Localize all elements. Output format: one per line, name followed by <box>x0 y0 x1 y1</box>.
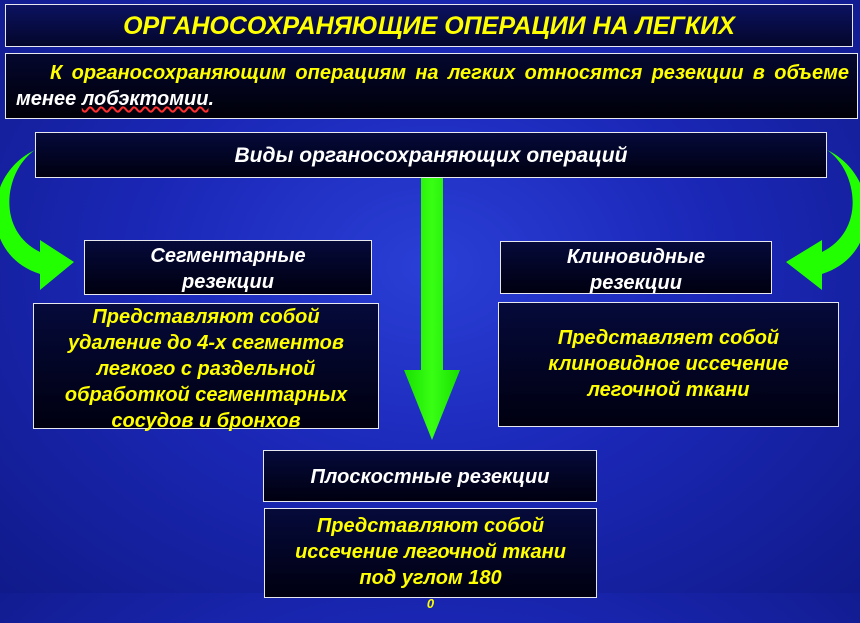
intro-part2: менее <box>16 88 82 110</box>
wedge-head-line: Клиновидные <box>566 246 706 268</box>
segmental-desc-line: удаление до 4-х сегментов <box>68 332 344 354</box>
segmental-resection-head <box>84 240 372 295</box>
degree-superscript: 0 <box>426 596 435 611</box>
planar-desc-line <box>265 565 596 623</box>
segmental-desc-line: Представляют собой <box>92 306 320 328</box>
wedge-resection-description <box>498 302 839 427</box>
wedge-desc-line: Представляет собой <box>557 327 780 349</box>
planar-resection-head: Плоскостные резекции <box>263 450 597 502</box>
intro-part4: . <box>208 88 215 110</box>
segmental-head-line: Сегментарные <box>150 245 306 267</box>
wedge-desc-line: клиновидное иссечение <box>548 353 789 375</box>
planar-resection-description <box>264 508 597 611</box>
segmental-desc-line: обработкой сегментарных <box>64 384 348 406</box>
planar-desc-line: Представляют собой <box>316 515 545 537</box>
wedge-head-line: резекции <box>590 272 682 294</box>
page-title: ОРГАНОСОХРАНЯЮЩИЕ ОПЕРАЦИИ НА ЛЕГКИХ <box>5 4 853 47</box>
types-header: Виды органосохраняющих операций <box>35 132 827 178</box>
segmental-head-line: резекции <box>182 271 274 293</box>
intro-part1: К органосохраняющим операциям на легких относятся резекции в объеме <box>50 62 849 84</box>
planar-desc-line: иссечение легочной ткани <box>295 541 566 563</box>
segmental-resection-description <box>33 303 379 432</box>
intro-lobectomy: лобэктомии <box>81 88 209 110</box>
wedge-desc-line: легочной ткани <box>587 379 750 401</box>
intro-text <box>5 53 858 119</box>
wedge-resection-head <box>500 241 772 294</box>
segmental-desc-line: сосудов и бронхов <box>111 410 301 432</box>
down-arrow-icon <box>404 178 460 440</box>
segmental-desc-line: легкого с раздельной <box>96 358 316 380</box>
planar-angle-text: под углом 180 <box>359 567 502 589</box>
